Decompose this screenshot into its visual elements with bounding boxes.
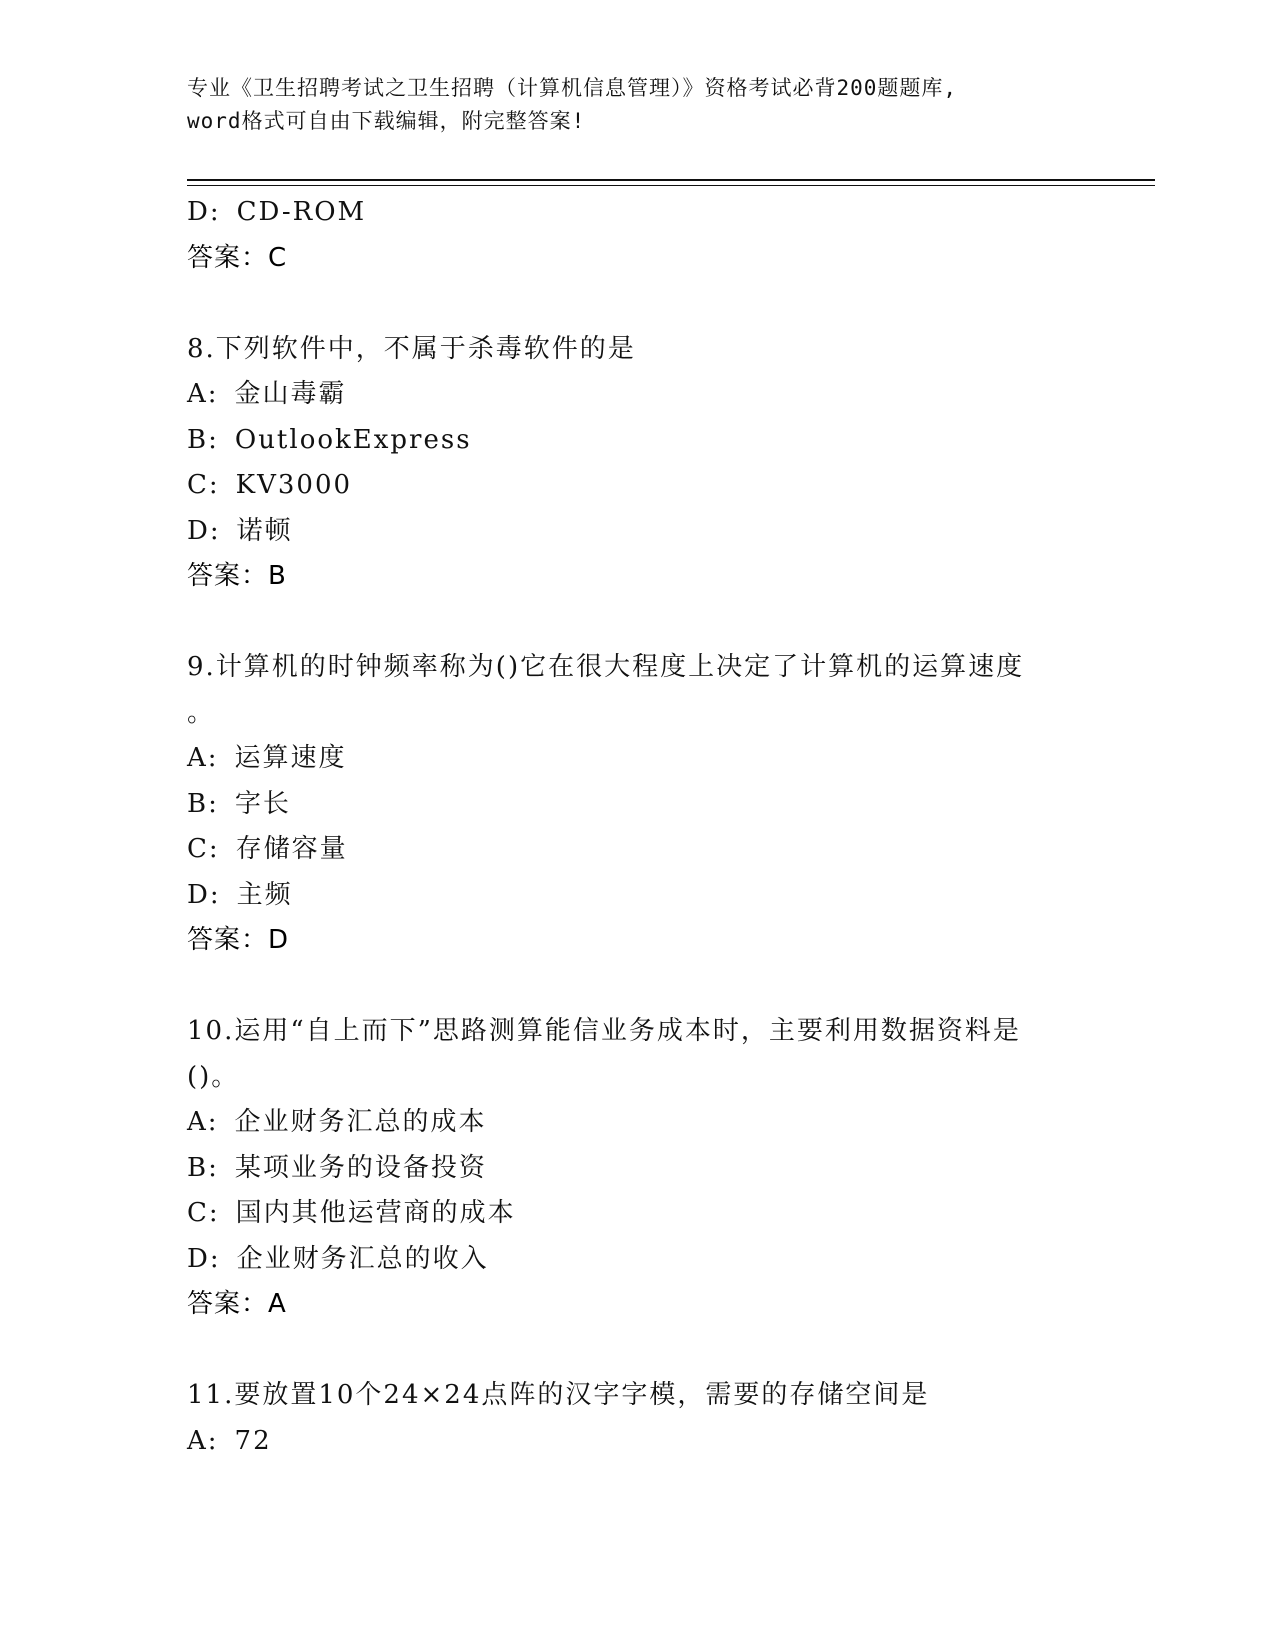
- option-label: D:: [187, 1243, 221, 1274]
- question-11: [187, 1373, 1107, 1464]
- option-text: 运算速度: [234, 743, 347, 773]
- document-header: [187, 72, 1087, 138]
- question-content: [187, 190, 1107, 1464]
- option-label: B:: [187, 1152, 219, 1183]
- option-b: [187, 1146, 1107, 1192]
- question-stem-continuation: ()。: [187, 1061, 240, 1092]
- option-d: [187, 190, 1107, 236]
- option-label: B:: [187, 788, 219, 819]
- option-label: A:: [187, 1107, 219, 1137]
- option-a: [187, 372, 1107, 418]
- question-stem: 8.下列软件中，不属于杀毒软件的是: [187, 333, 636, 364]
- option-d: [187, 1237, 1107, 1283]
- option-label: B:: [187, 424, 219, 455]
- question-stem: 10.运用“自上而下”思路测算能信业务成本时，主要利用数据资料是: [187, 1016, 1021, 1046]
- answer-line: 答案：C: [187, 242, 288, 273]
- option-b: [187, 418, 1107, 464]
- option-label: C:: [187, 470, 220, 500]
- option-a: [187, 1100, 1107, 1146]
- option-text: 存储容量: [235, 834, 348, 864]
- question-stem: 11.要放置10个24×24点阵的汉字字模，需要的存储空间是: [187, 1380, 930, 1410]
- carry-over-block: [187, 190, 1107, 281]
- option-label: A:: [187, 379, 219, 409]
- option-text: 诺顿: [236, 515, 293, 546]
- option-label: A:: [187, 743, 219, 773]
- option-label: A:: [187, 1425, 219, 1456]
- header-divider-thin: [187, 185, 1155, 186]
- option-label: C:: [187, 834, 220, 864]
- option-c: [187, 827, 1107, 873]
- option-label: D:: [187, 879, 221, 910]
- answer-line: 答案：B: [187, 561, 287, 591]
- option-text: CD-ROM: [236, 197, 367, 227]
- option-label: D:: [187, 197, 221, 227]
- option-c: [187, 1191, 1107, 1237]
- question-10: [187, 1009, 1107, 1328]
- option-d: [187, 873, 1107, 919]
- option-text: 72: [234, 1425, 272, 1456]
- header-divider-thick: [187, 179, 1155, 181]
- option-b: [187, 782, 1107, 828]
- question-8: [187, 327, 1107, 600]
- option-d: [187, 509, 1107, 555]
- answer-line: 答案：A: [187, 1289, 287, 1319]
- header-title-line-1: 专业《卫生招聘考试之卫生招聘（计算机信息管理）》资格考试必背200题题库,: [187, 76, 958, 100]
- option-a: [187, 736, 1107, 782]
- option-text: OutlookExpress: [234, 424, 472, 455]
- option-label: D:: [187, 515, 221, 546]
- answer-line: 答案：D: [187, 925, 290, 955]
- option-text: 字长: [234, 788, 291, 819]
- question-9: [187, 645, 1107, 964]
- option-a: [187, 1419, 1107, 1465]
- option-label: C:: [187, 1198, 220, 1228]
- option-text: KV3000: [235, 470, 353, 500]
- option-c: [187, 463, 1107, 509]
- option-text: 金山毒霸: [234, 379, 347, 409]
- option-text: 国内其他运营商的成本: [235, 1198, 516, 1228]
- option-text: 企业财务汇总的成本: [234, 1107, 487, 1137]
- question-stem-continuation: 。: [187, 697, 216, 728]
- question-stem: 9.计算机的时钟频率称为()它在很大程度上决定了计算机的运算速度: [187, 652, 1025, 682]
- option-text: 企业财务汇总的收入: [236, 1243, 489, 1274]
- option-text: 主频: [236, 879, 293, 910]
- header-title-line-2: word格式可自由下载编辑，附完整答案!: [187, 109, 586, 133]
- option-text: 某项业务的设备投资: [234, 1152, 487, 1183]
